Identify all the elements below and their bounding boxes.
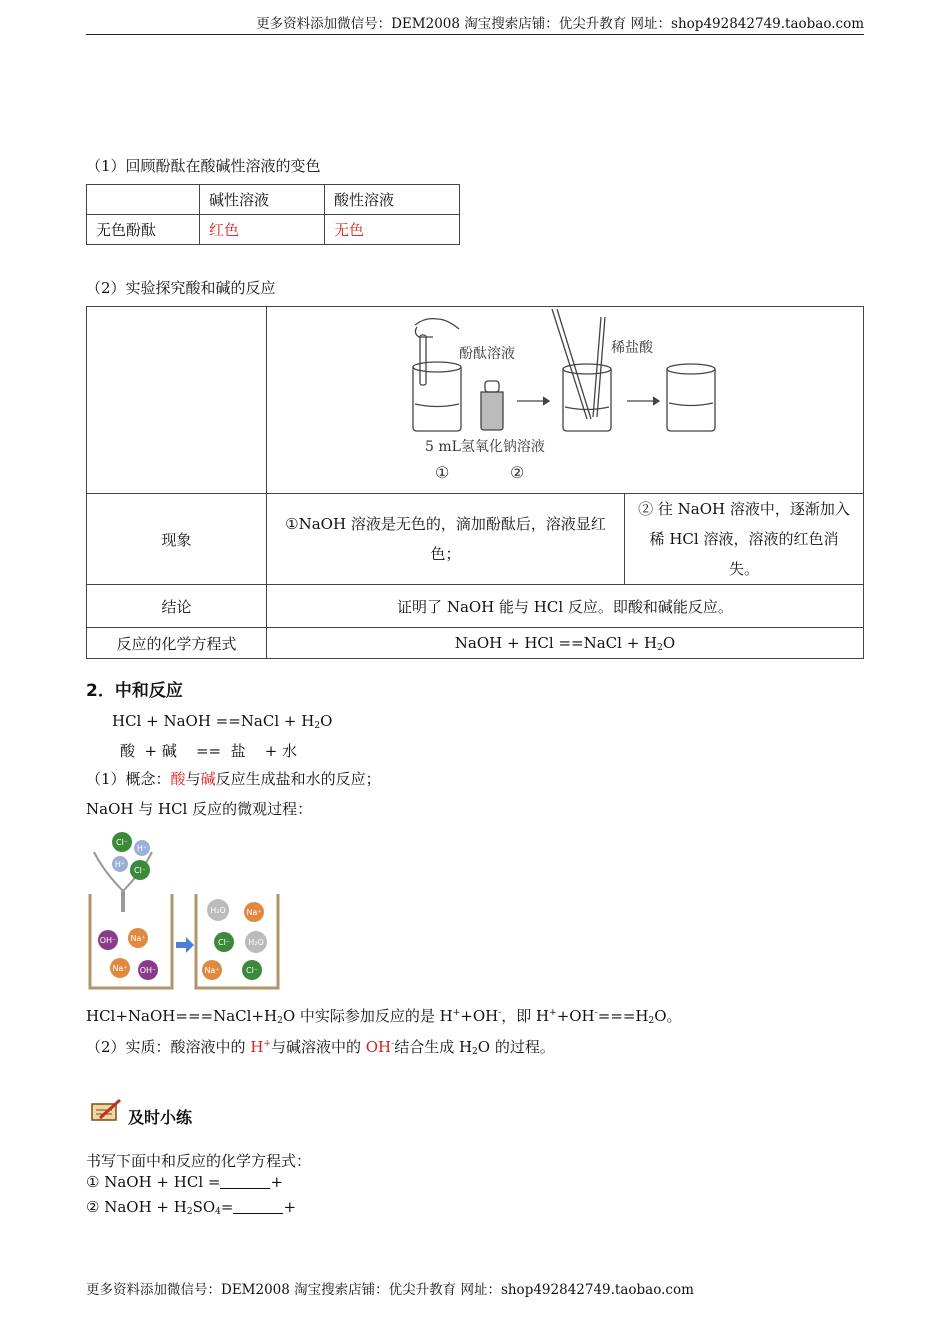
acidic-color: 无色 [325,215,460,245]
label-phenolphthalein: 酚酞溶液 [459,346,515,362]
conclusion-text: 证明了 NaOH 能与 HCl 反应。即酸和碱能反应。 [267,585,864,628]
phenomenon-row [87,494,864,585]
equation-row [87,628,864,659]
practice-icon [90,1096,122,1124]
label-naoh: 5 mL氢氧化钠溶液 [425,439,545,455]
equation-text: NaOH + HCl ==NaCl + $H_2O$ [267,628,864,659]
page-header: 更多资料添加微信号：DEM2008 淘宝搜索店铺：优尖升教育 网址：shop492842749.taobao.com [86,14,864,35]
practice-prompt: 书写下面中和反应的化学方程式： [86,1152,312,1170]
phenolphthalein-table [86,184,460,245]
neutralization-heading: 2．中和反应 [86,681,183,701]
practice-heading: 及时小练 [128,1108,193,1127]
beaker-3 [667,369,715,431]
arrow-icon [176,937,194,953]
svg-text:H₂O: H₂O [248,938,264,947]
phenomenon-2: ② 往 NaOH 溶液中，逐渐加入稀 HCl 溶液，溶液的红色消失。 [625,494,864,585]
dropper [420,335,426,385]
experiment-figure [267,307,864,494]
section1-title: （1）回顾酚酞在酸碱性溶液的变色 [86,157,321,175]
phenomenon-label: 现象 [87,494,267,585]
step-2-label: ② [510,463,525,482]
svg-text:Cl⁻: Cl⁻ [133,866,147,875]
basic-color: 红色 [200,215,325,245]
experiment-diagram [267,307,863,493]
table-header-row [87,185,460,215]
label-hcl: 稀盐酸 [611,340,653,356]
nature-line: （2）实质：酸溶液中的 H+与碱溶液中的 OH-结合生成 $H_2O$ 的过程。 [86,1038,555,1057]
table-header-acidic: 酸性溶液 [325,185,460,215]
figure-row [87,307,864,494]
beaker-2 [563,369,611,431]
table-row [87,215,460,245]
practice-question-1: ① NaOH + HCl = + [86,1173,284,1191]
svg-text:Na⁺: Na⁺ [246,908,262,917]
concept-line: （1）概念：酸与碱反应生成盐和水的反应； [86,770,381,788]
svg-text:OH⁻: OH⁻ [99,936,117,945]
practice-question-2: ② NaOH + $H_2SO_4=$ + [86,1198,297,1217]
hcl-dropper [593,317,601,417]
conclusion-row [87,585,864,628]
svg-text:H⁺: H⁺ [136,844,148,853]
svg-text:OH⁻: OH⁻ [139,966,157,975]
experiment-table [86,306,864,659]
hand-shape [415,319,459,329]
table-header-empty [87,185,200,215]
phenomenon-1: ①NaOH 溶液是无色的，滴加酚酞后，溶液显红色； [267,494,625,585]
svg-text:Cl⁻: Cl⁻ [245,966,259,975]
figure-row-label [87,307,267,494]
step-1-label: ① [435,463,450,482]
word-equation: 酸 + 碱 == 盐 + 水 [120,742,298,760]
page-footer: 更多资料添加微信号：DEM2008 淘宝搜索店铺：优尖升教育 网址：shop492842749.taobao.com [86,1282,694,1298]
svg-text:H₂O: H₂O [210,906,226,915]
svg-text:Cl⁻: Cl⁻ [115,838,129,847]
answer-blank-2[interactable] [233,1199,283,1214]
svg-text:H⁺: H⁺ [114,860,126,869]
section2-title: （2）实验探究酸和碱的反应 [86,279,276,297]
micro-process-diagram [86,822,286,994]
svg-text:Na⁺: Na⁺ [112,964,128,973]
essence-line: $HCl+NaOH===NaCl+H_2O$ 中实际参加反应的是 H++OH-，即 $H^++OH^-===H_2O$。 [86,1007,682,1026]
equation-label: 反应的化学方程式 [87,628,267,659]
row-label: 无色酚酞 [87,215,200,245]
neutralization-equation: HCl + NaOH ==NaCl + $H_2O$ [112,712,333,731]
svg-text:Na⁺: Na⁺ [130,934,146,943]
answer-blank-1[interactable] [220,1174,270,1189]
svg-text:Na⁺: Na⁺ [204,966,220,975]
table-header-basic: 碱性溶液 [200,185,325,215]
conclusion-label: 结论 [87,585,267,628]
svg-text:Cl⁻: Cl⁻ [217,938,231,947]
micro-process-title: NaOH 与 HCl 反应的微观过程： [86,800,313,818]
bottle [481,392,503,430]
